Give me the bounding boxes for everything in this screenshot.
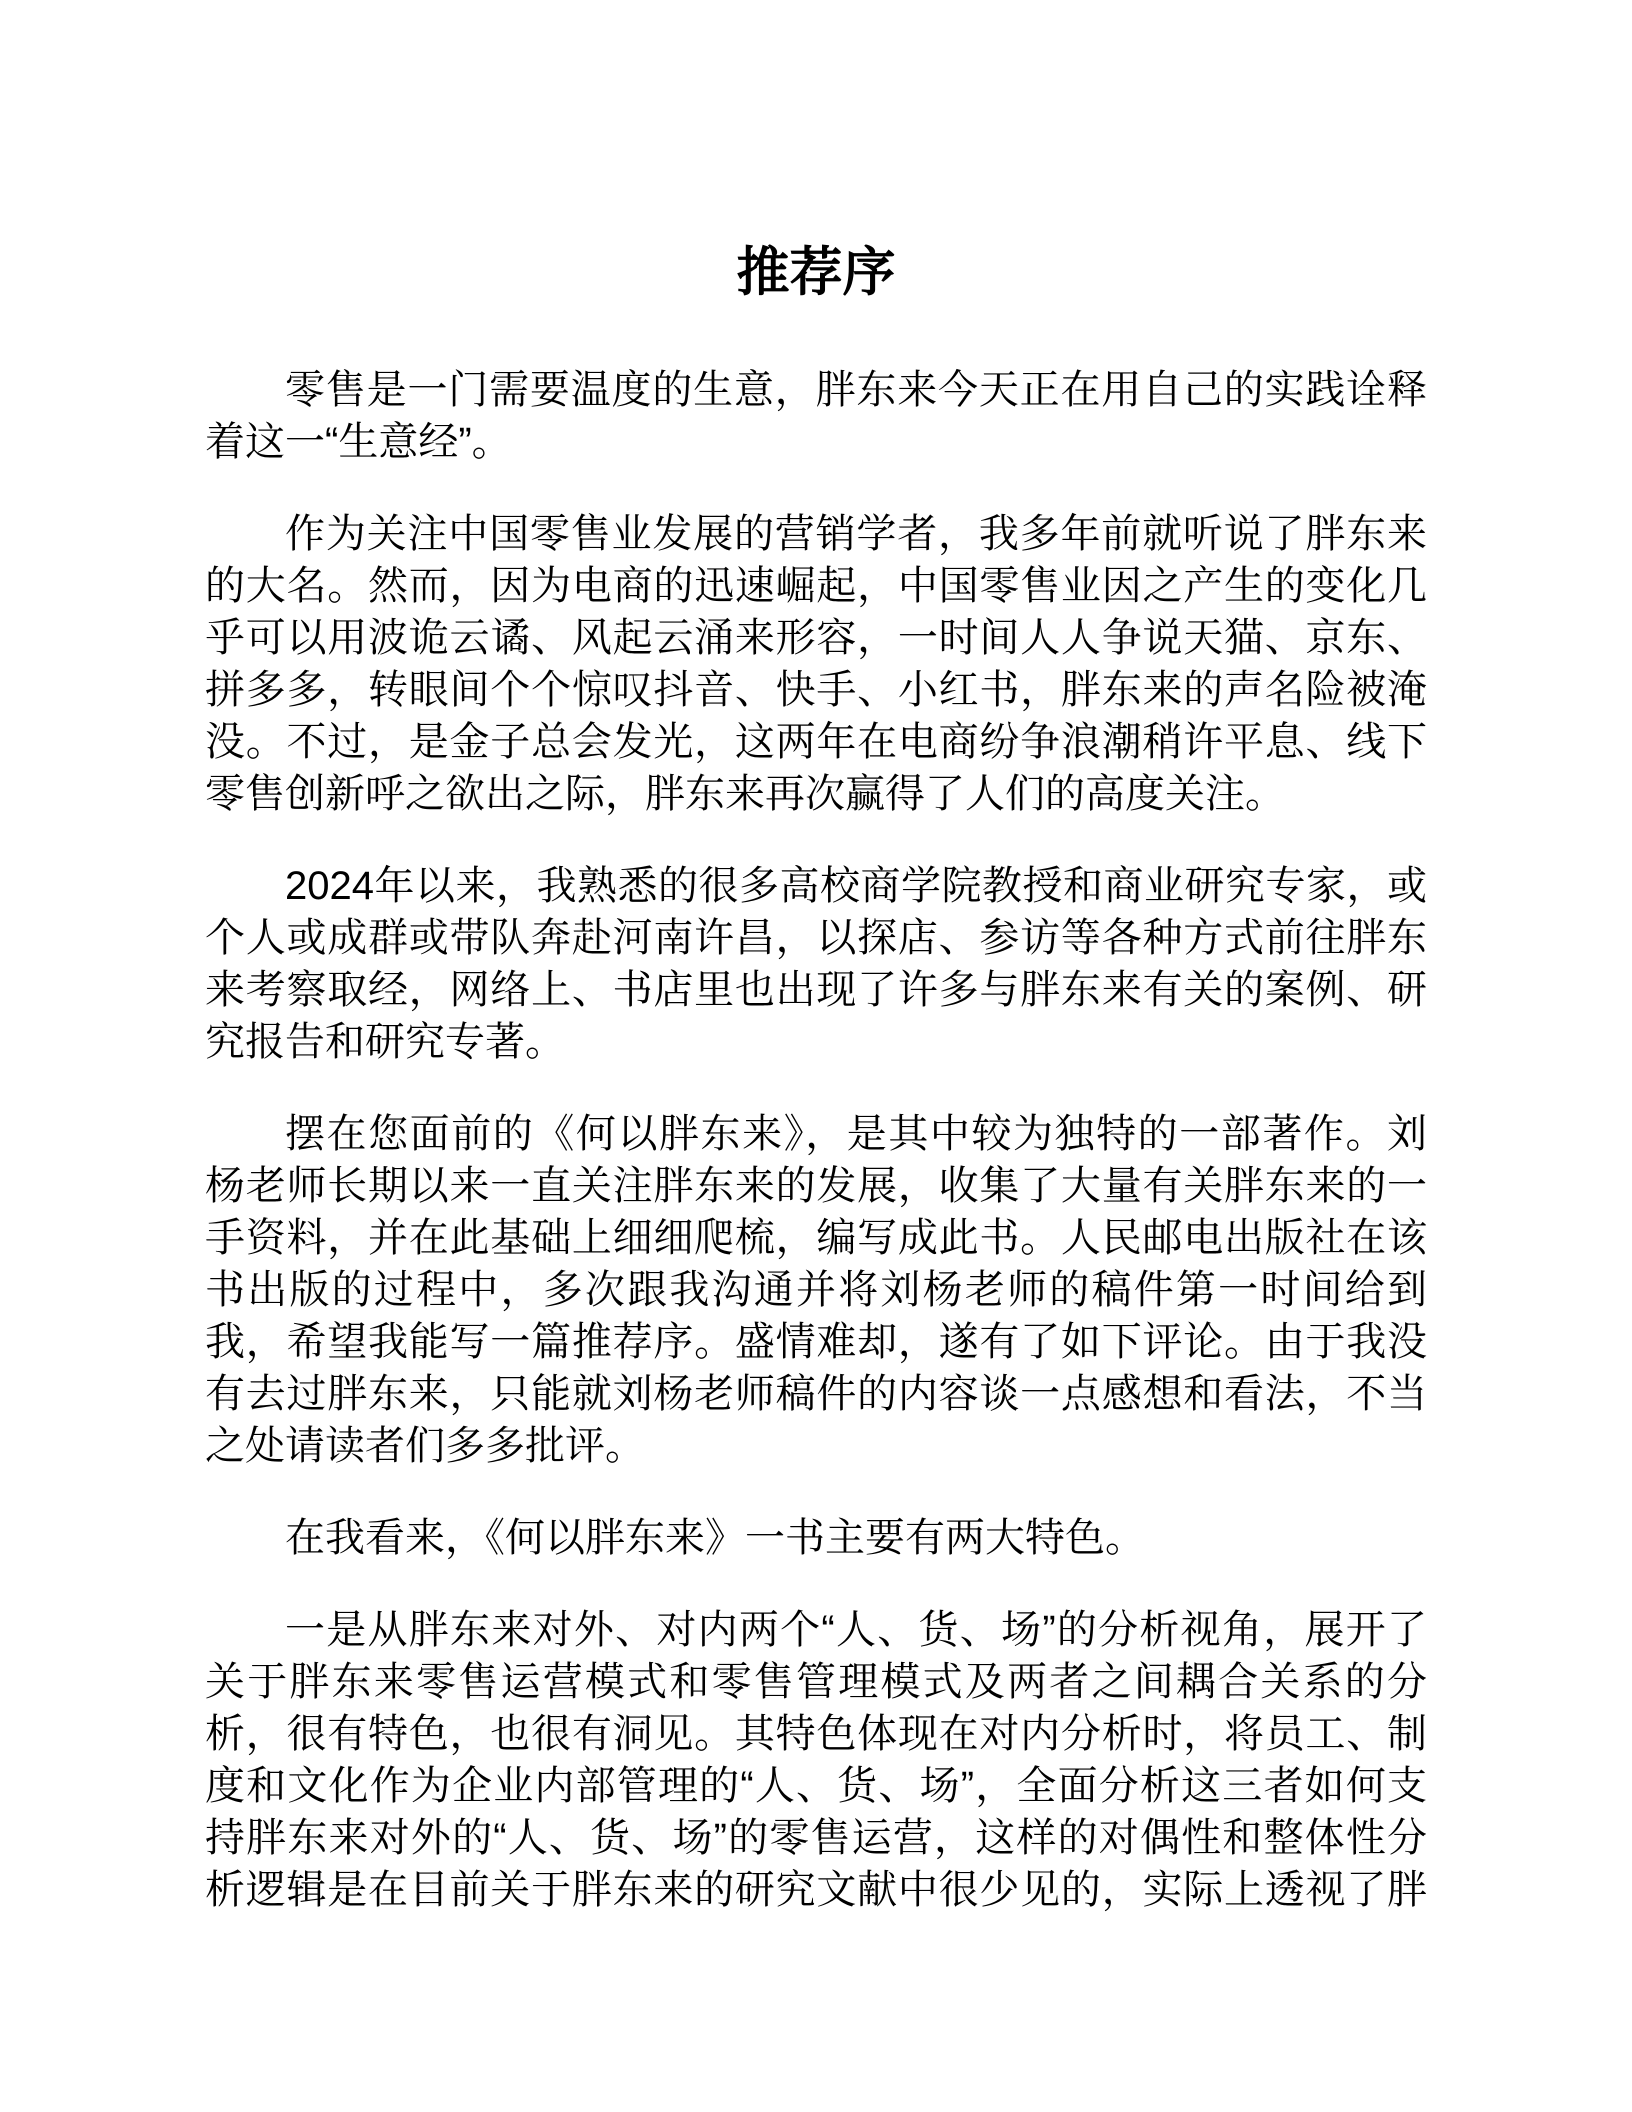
text-line: 着这一“生意经”。 xyxy=(205,420,512,464)
text-line: 在我看来，《何以胖东来》一书主要有两大特色。 xyxy=(285,1516,1145,1560)
text-line: 之处请读者们多多批评。 xyxy=(205,1424,645,1468)
text-line: 拼多多，转眼间个个惊叹抖音、快手、小红书，胖东来的声名险被淹 xyxy=(205,668,1427,712)
text-line: 2024年以来，我熟悉的很多高校商学院教授和商业研究专家，或 xyxy=(285,864,1427,908)
paragraph xyxy=(205,1512,1427,1564)
text-line: 一是从胖东来对外、对内两个“人、货、场”的分析视角，展开了 xyxy=(285,1608,1427,1652)
page-title: 推荐序 xyxy=(736,243,896,302)
text-line: 零售创新呼之欲出之际，胖东来再次赢得了人们的高度关注。 xyxy=(205,772,1285,816)
paragraph xyxy=(205,1604,1427,1916)
text-line: 摆在您面前的《何以胖东来》，是其中较为独特的一部著作。刘 xyxy=(285,1112,1427,1156)
paragraph xyxy=(205,860,1427,1068)
text-line: 析逻辑是在目前关于胖东来的研究文献中很少见的，实际上透视了胖 xyxy=(205,1868,1427,1912)
text-line: 度和文化作为企业内部管理的“人、货、场”，全面分析这三者如何支 xyxy=(205,1764,1427,1808)
text-line: 零售是一门需要温度的生意，胖东来今天正在用自己的实践诠释 xyxy=(285,368,1427,412)
text-line: 持胖东来对外的“人、货、场”的零售运营，这样的对偶性和整体性分 xyxy=(205,1816,1427,1860)
text-line: 个人或成群或带队奔赴河南许昌，以探店、参访等各种方式前往胖东 xyxy=(205,916,1427,960)
text-line: 来考察取经，网络上、书店里也出现了许多与胖东来有关的案例、研 xyxy=(205,968,1427,1012)
text-line: 我，希望我能写一篇推荐序。盛情难却，遂有了如下评论。由于我没 xyxy=(205,1320,1427,1364)
document-body xyxy=(205,364,1427,1916)
paragraph xyxy=(205,508,1427,820)
text-line: 作为关注中国零售业发展的营销学者，我多年前就听说了胖东来 xyxy=(285,512,1427,556)
paragraph xyxy=(205,1108,1427,1472)
text-line: 关于胖东来零售运营模式和零售管理模式及两者之间耦合关系的分 xyxy=(205,1660,1427,1704)
text-line: 有去过胖东来，只能就刘杨老师稿件的内容谈一点感想和看法，不当 xyxy=(205,1372,1427,1416)
paragraph xyxy=(205,364,1427,468)
text-line: 手资料，并在此基础上细细爬梳，编写成此书。人民邮电出版社在该 xyxy=(205,1216,1427,1260)
text-line: 析，很有特色，也很有洞见。其特色体现在对内分析时，将员工、制 xyxy=(205,1712,1427,1756)
text-line: 的大名。然而，因为电商的迅速崛起，中国零售业因之产生的变化几 xyxy=(205,564,1427,608)
text-line: 没。不过，是金子总会发光，这两年在电商纷争浪潮稍许平息、线下 xyxy=(205,720,1427,764)
text-line: 书出版的过程中，多次跟我沟通并将刘杨老师的稿件第一时间给到 xyxy=(205,1268,1427,1312)
text-line: 乎可以用波诡云谲、风起云涌来形容，一时间人人争说天猫、京东、 xyxy=(205,616,1427,660)
text-line: 究报告和研究专著。 xyxy=(205,1020,565,1064)
text-line: 杨老师长期以来一直关注胖东来的发展，收集了大量有关胖东来的一 xyxy=(205,1164,1427,1208)
